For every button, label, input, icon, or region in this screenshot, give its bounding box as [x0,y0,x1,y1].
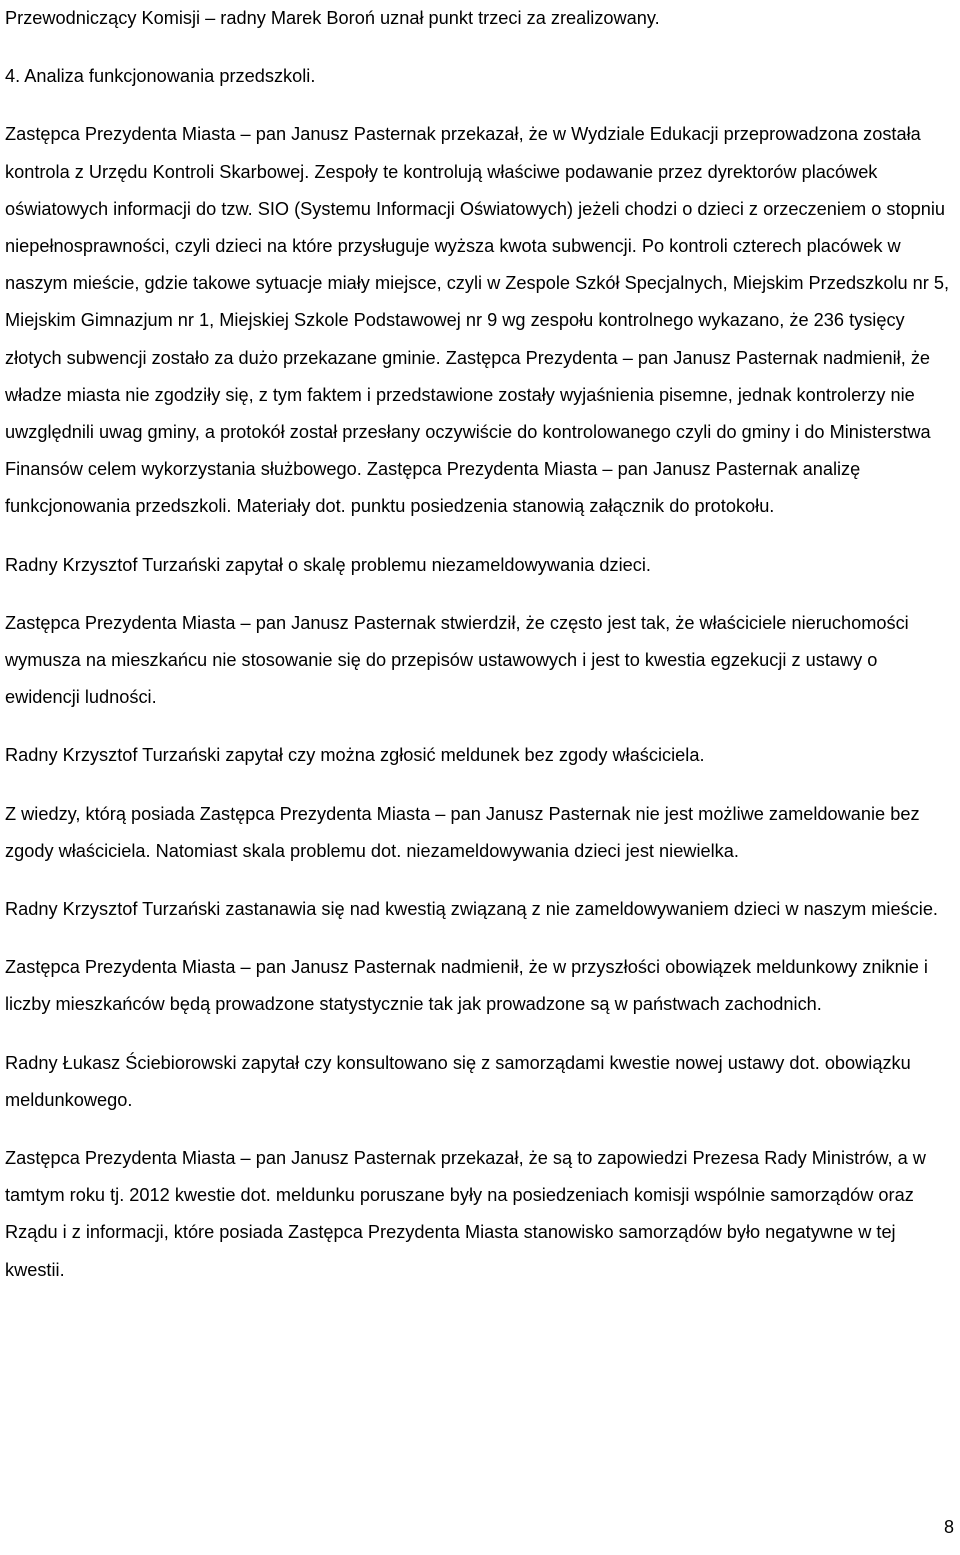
paragraph-question-consultation: Radny Łukasz Ściebiorowski zapytał czy konsultowano się z samorządami kwestie nowej ustawy dot. obowiązku meldunkowego. [5,1052,911,1110]
paragraph-control-report: Zastępca Prezydenta Miasta – pan Janusz Pasternak przekazał, że w Wydziale Edukacji przeprowadzona została kontrola z Urzędu Kontroli Skarbowej. Zespoły te kontrolują właściwe podawanie przez dyrektorów placówek oświatowych informacji do tzw. SIO (Systemu Informacji Oświatowych) jeżeli chodzi o dzieci z orzeczeniem o stopniu niepełnosprawności, czyli dzieci na które przysługuje wyższa kwota subwencji. Po kontroli czterech placówek w naszym mieście, gdzie takowe sytuacje miały miejsce, czyli w Zespole Szkół Specjalnych, Miejskim Przedszkolu nr 5, Miejskim Gimnazjum nr 1, Miejskiej Szkole Podstawowej nr 9 wg zespołu kontrolnego wykazano, że 236 tysięcy złotych subwencji zostało za dużo przekazane gminie. Zastępca Prezydenta – pan Janusz Pasternak nadmienił, że władze miasta nie zgodziły się, z tym faktem i przedstawione zostały wyjaśnienia pisemne, jednak kontrolerzy nie uwzględnili uwag gminy, a protokół został przesłany oczywiście do kontrolowanego czyli do gminy i do Ministerstwa Finansów celem wykorzystania służbowego. Zastępca Prezydenta Miasta – pan Janusz Pasternak analizę funkcjonowania przedszkoli. Materiały dot. punktu posiedzenia stanowią załącznik do protokołu. [5,124,950,517]
paragraph-chairman-note: Przewodniczący Komisji – radny Marek Boroń uznał punkt trzeci za zrealizowany. [5,8,660,28]
paragraph-answer-owners: Zastępca Prezydenta Miasta – pan Janusz Pasternak stwierdził, że często jest tak, że właściciele nieruchomości wymusza na mieszkańcu nie stosowanie się do przepisów ustawowych i jest to kwestia egzekucji z ustawy o ewidencji ludności. [5,612,909,708]
paragraph-question-scale: Radny Krzysztof Turzański zapytał o skalę problemu niezameldowywania dzieci. [5,554,651,575]
section-heading: 4. Analiza funkcjonowania przedszkoli. [5,66,316,87]
page-number: 8 [943,1517,954,1537]
paragraph-concern: Radny Krzysztof Turzański zastanawia się nad kwestią związaną z nie zameldowywaniem dzieci w naszym mieście. [5,899,938,920]
paragraph-answer-registration: Z wiedzy, którą posiada Zastępca Prezydenta Miasta – pan Janusz Pasternak nie jest możliwe zameldowanie bez zgody właściciela. Natomiast skala problemu dot. niezameldowywania dzieci jest niewielka. [5,803,920,861]
document-page [5,0,957,1289]
paragraph-answer-consultation: Zastępca Prezydenta Miasta – pan Janusz Pasternak przekazał, że są to zapowiedzi Prezesa Rady Ministrów, a w tamtym roku tj. 2012 kwestie dot. meldunku poruszane były na posiedzeniach komisji wspólnie samorządów oraz Rządu i z informacji, które posiada Zastępca Prezydenta Miasta stanowisko samorządów było negatywne w tej kwestii. [5,1148,926,1280]
paragraph-question-registration: Radny Krzysztof Turzański zapytał czy można zgłosić meldunek bez zgody właściciela. [5,745,705,766]
paragraph-future-obligation: Zastępca Prezydenta Miasta – pan Janusz Pasternak nadmienił, że w przyszłości obowiązek meldunkowy zniknie i liczby mieszkańców będą prowadzone statystycznie tak jak prowadzone są w państwach zachodnich. [5,957,928,1015]
